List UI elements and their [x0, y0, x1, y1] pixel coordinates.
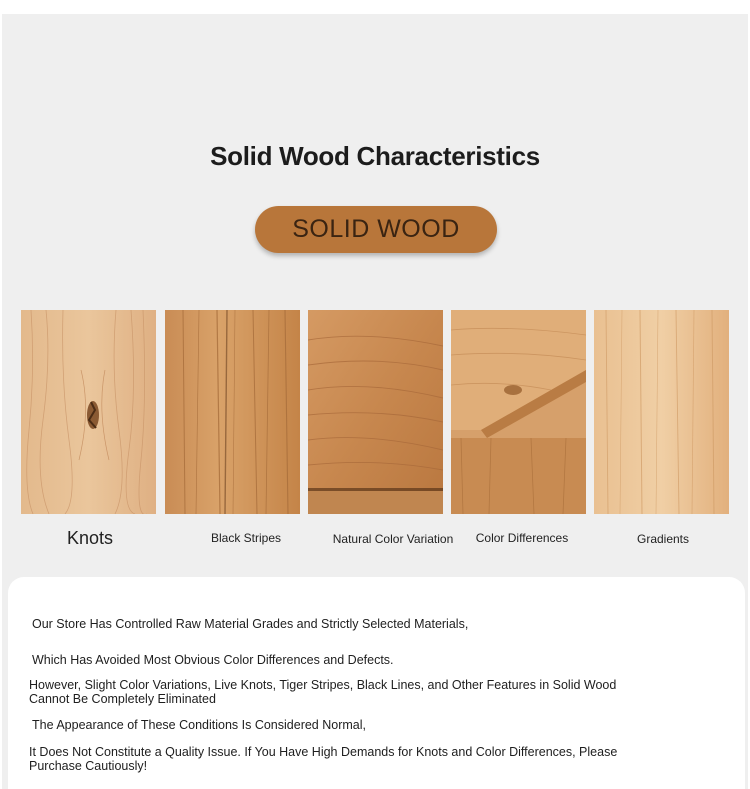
page-title: Solid Wood Characteristics	[210, 141, 540, 171]
note-line: Which Has Avoided Most Obvious Color Differences and Defects.	[32, 653, 394, 667]
note-line: It Does Not Constitute a Quality Issue. If You Have High Demands for Knots and Color Differences, Please Purchase Cautiously!	[29, 745, 618, 773]
natural-color-variation-label: Natural Color Variation	[332, 532, 454, 546]
note-line: The Appearance of These Conditions Is Considered Normal,	[32, 718, 366, 732]
knots-label: Knots	[66, 528, 114, 548]
black-stripes-wood-image	[165, 310, 300, 514]
gradients-label: Gradients	[636, 532, 690, 546]
gradients-wood-image	[594, 310, 729, 514]
black-stripes-label: Black Stripes	[210, 531, 282, 545]
natural-color-variation-wood-image	[308, 310, 443, 514]
note-line: Our Store Has Controlled Raw Material Grades and Strictly Selected Materials,	[32, 617, 469, 631]
color-differences-wood-image	[451, 310, 586, 514]
knots-wood-image	[21, 310, 156, 514]
color-differences-label: Color Differences	[475, 531, 569, 545]
solid-wood-badge: SOLID WOOD	[255, 206, 497, 253]
note-line: However, Slight Color Variations, Live Knots, Tiger Stripes, Black Lines, and Other Features in Solid Wood Cannot Be Completely Eliminated	[29, 678, 617, 706]
